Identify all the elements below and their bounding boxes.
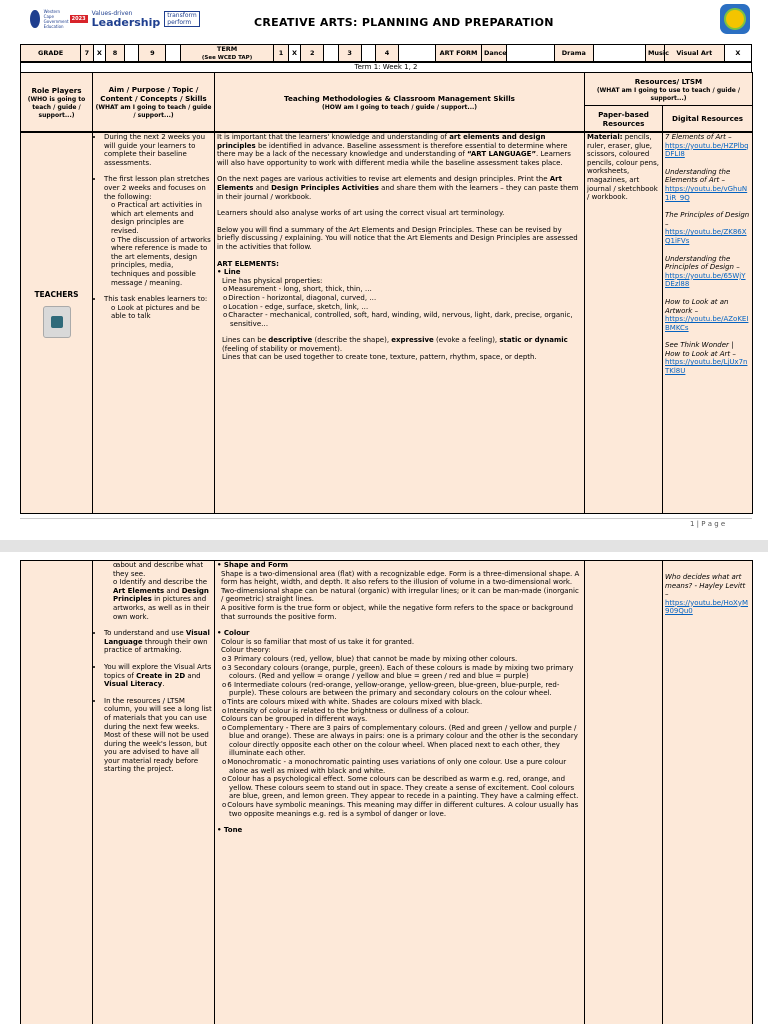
term-3: 3 (338, 45, 361, 62)
term-1: 1 (274, 45, 289, 62)
lesson-body (20, 132, 753, 514)
colour-theory-item: o 6 Intermediate colours (red-orange, yellow-orange, yellow-green, blue-green, blue-purple, red-purple). These colours are between the primary and secondary colours on the colour wheel. (229, 681, 582, 698)
term-label: TERM (See WCED TAP) (180, 45, 273, 62)
crest-icon (30, 10, 40, 28)
method-paragraph: Two-dimensional shape can be natural (organic) with irregular lines; or it can be man-made (inorganic / geometric) straight lines. (221, 586, 579, 604)
material-list: pencils, ruler, eraser, glue, scissors, coloured pencils, colour pens, worksheets, magazines, art journal / sketchbook / workbook. (587, 133, 659, 202)
line-intro: Line has physical properties: (222, 276, 323, 285)
grade-9-mark (166, 45, 181, 62)
art-form-label: ART FORM (436, 45, 482, 62)
line-uses: Lines that can be used together to create tone, texture, pattern, rhythm, space, or depth. (222, 353, 537, 362)
line-types: Lines can be descriptive (describe the shape), expressive (evoke a feeling), static or dynamic (feeling of stability or movement). (222, 336, 568, 353)
vdl-logo: Values-driven Leadership (91, 10, 161, 29)
colour-group-item: o Monochromatic - a monochromatic painting uses variations of only one colour. Use a pure colour alone as well as mixed with black and white. (229, 758, 582, 775)
line-property: o Direction - horizontal, diagonal, curved, … (230, 294, 582, 303)
resource-link[interactable]: https://youtu.be/ZK86XQ1iFVs (665, 228, 747, 245)
aim-bullet: • The first lesson plan stretches over 2 weeks and focuses on the following: o Practical art activities in which art elements and design principles are revised. o The discussion of artworks where reference is made to the art elements, design principles, media, techniques and possible message / meaning. (104, 175, 212, 287)
colour-theory-item: o 3 Secondary colours (orange, purple, green). Each of these colours is made by mixing two primary colours. (Red and yellow = orange / yellow and blue = green / red and blue = purple) (229, 664, 582, 681)
page-2 (0, 552, 768, 1024)
music-label: Music (645, 45, 664, 62)
digital-resource: The Principles of Design – https://youtu.be/ZK86XQ1iFVs (665, 211, 750, 245)
line-property: o Character - mechanical, controlled, soft, hard, winding, wild, nervous, light, dark, precise, organic, sensitive… (230, 311, 582, 328)
tone-heading: • Tone (217, 826, 243, 835)
resource-link[interactable]: https://youtu.be/vGhuN1iR_9Q (665, 184, 748, 202)
document-header (20, 4, 750, 40)
wced-logo (30, 8, 200, 30)
term-2: 2 (301, 45, 324, 62)
resource-link[interactable]: https://youtu.be/HZPlbqDFLI8 (665, 141, 749, 159)
aim-sub-bullet: o The discussion of artworks where reference is made to the art elements, design principles, media, techniques and possible message / meaning. (111, 236, 212, 288)
shape-form-heading: • Shape and Form (217, 561, 289, 569)
term-1-mark: X (288, 45, 300, 62)
colour-group-item: o Colour has a psychological effect. Some colours can be described as warm e.g. red, orange, and yellow. These colours seem to stand out in space. They create a sense of excitement. Cool colours are blue, green, and lemon green. They appear to recede in a painting. They have a calming effect. (229, 775, 582, 801)
aim-bullet: • You will explore the Visual Arts topics of Create in 2D and Visual Literacy. (104, 663, 212, 689)
art-elements-heading: ART ELEMENTS: (217, 259, 279, 268)
colour-group-item: o Colours have symbolic meanings. This meaning may differ in different cultures. A colour usually has two opposite meanings e.g. red is a symbol of danger or love. (229, 801, 582, 818)
grade-label: GRADE (21, 45, 81, 62)
role-cell (21, 561, 93, 1024)
method-cell (215, 561, 585, 1024)
term-2-mark (324, 45, 339, 62)
colour-theory-item: o Tints are colours mixed with white. Shades are colours mixed with black. (229, 698, 582, 707)
colour-heading: • Colour (217, 629, 250, 638)
grade-9: 9 (139, 45, 166, 62)
resource-link[interactable]: https://youtu.be/65WjYDEzl88 (665, 271, 746, 289)
paper-cell (585, 561, 663, 1024)
line-property: o Location - edge, surface, sketch, link, … (230, 303, 582, 312)
week-label: Term 1: Week 1, 2 (21, 63, 752, 73)
line-heading: • Line (217, 268, 241, 277)
digital-resource: See Think Wonder | How to Look at Art – https://youtu.be/LjUx7nTKl8U (665, 341, 748, 376)
dept-name: Western Cape Government Education (43, 9, 69, 29)
header-aim: Aim / Purpose / Topic / Content / Concepts / Skills (WHAT am I going to teach / guide / support...) (93, 73, 215, 132)
grade-8: 8 (106, 45, 125, 62)
role-teachers: TEACHERS (34, 290, 79, 299)
digital-resource: Who decides what art means? - Hayley Levitt – https://youtu.be/HoXyM909Qu0 (665, 573, 748, 616)
method-paragraph: Shape is a two-dimensional area (flat) with a recognizable edge. Form is a three-dimensional shape. A form has height, width, and depth. It also refers to the illusion of volume in a two-dimensional work. (221, 569, 580, 587)
aim-sub-bullet: o Look at pictures and be able to talk (111, 304, 212, 321)
aim-bullet: • In the resources / LTSM column, you will see a long list of materials that you can use during the next few weeks. Most of these will not be used during the week's lesson, but you are advised to have all your material ready before starting the project. (104, 697, 212, 774)
method-paragraph: Colours can be grouped in different ways. (221, 715, 368, 724)
aim-bullet: • This task enables learners to: o Look at pictures and be able to talk (104, 295, 212, 321)
grade-7: 7 (81, 45, 93, 62)
method-paragraph: Learners should also analyse works of art using the correct visual art terminology. (217, 209, 505, 218)
transform-perform-logo: transform perform (164, 11, 200, 27)
material-label: Material: (587, 133, 623, 141)
lesson-body-continued (20, 560, 753, 1024)
resource-link[interactable]: https://youtu.be/HoXyM909Qu0 (665, 598, 748, 616)
colour-group-item: o Complementary - There are 3 pairs of complementary colours. (Red and green / yellow and purple / blue and orange). These are always in pairs: one is a primary colour and the other is the secondary colour directly opposite each other on the colour wheel. When placed next to each other, they illuminate each other. (229, 724, 582, 758)
drama-mark (594, 45, 646, 62)
header-method: Teaching Methodologies & Classroom Management Skills (HOW am I going to teach / guide / support...) (215, 73, 585, 132)
method-paragraph: On the next pages are various activities to revise art elements and design principles. Print the Art Elements and Design Principles Activities and share them with the learners – they can paste them in their journal / workbook. (217, 175, 579, 201)
footer-rule (20, 518, 752, 519)
colour-theory-item: o 3 Primary colours (red, yellow, blue) that cannot be made by mixing other colours. (229, 655, 582, 664)
method-paragraph: Colour is so familiar that most of us take it for granted. (221, 637, 415, 646)
paper-cell (585, 133, 663, 514)
digital-resource: 7 Elements of Art – https://youtu.be/HZPlbqDFLI8 (665, 133, 749, 159)
teacher-icon (43, 306, 71, 338)
method-paragraph: Below you will find a summary of the Art Elements and Design Principles. These can be revised by briefly discussing / explaining. You will notice that the Art Elements and Design Principles are assessed in the activities that follow. (217, 225, 578, 251)
digital-cell (663, 561, 753, 1024)
visual-art-label: Visual Art (664, 45, 724, 62)
page-title: CREATIVE ARTS: PLANNING AND PREPARATION (254, 16, 554, 29)
dance-label: Dance (481, 45, 506, 62)
resource-link[interactable]: https://youtu.be/LjUx7nTKl8U (665, 358, 748, 376)
digital-resource: Understanding the Elements of Art – https://youtu.be/vGhuN1iR_9Q (665, 167, 748, 202)
method-paragraph: A positive form is the true form or object, while the negative form refers to the space or background that surrounds the positive form. (221, 603, 574, 621)
column-headers (20, 72, 753, 132)
method-paragraph: Colour theory: (221, 646, 271, 655)
aim-sub-bullet-cont: o about and describe what they see. (113, 561, 212, 578)
header-resources: Resources/ LTSM (WHAT am I going to use to teach / guide / support...) (585, 73, 753, 106)
page-number: 1 | P a g e (690, 520, 726, 528)
method-paragraph: It is important that the learners' knowledge and understanding of art elements and design principles be identified in advance. Baseline assessment is therefore essential to determine where there may be a lack of the necessary knowledge and understanding of “ART LANGUAGE”. Learners will also have opportunity to work with different media while the baseline assessment takes place. (217, 133, 571, 167)
grade-8-mark (124, 45, 139, 62)
aim-cell (93, 561, 215, 1024)
term-3-mark (361, 45, 376, 62)
header-paper: Paper-based Resources (585, 106, 663, 132)
digital-resource: Understanding the Principles of Design – https://youtu.be/65WjYDEzl88 (665, 254, 746, 289)
drama-label: Drama (554, 45, 593, 62)
resource-link[interactable]: https://youtu.be/AZoKEIBMKCs (665, 315, 749, 332)
term-4: 4 (376, 45, 399, 62)
aim-cell (93, 133, 215, 514)
aim-bullet: • To understand and use Visual Language through their own practice of artmaking. (104, 629, 212, 655)
grade-term-row (20, 44, 752, 62)
line-property: o Measurement - long, short, thick, thin, … (230, 285, 582, 294)
visual-art-mark: X (724, 45, 751, 62)
quality-learning-logo-icon (720, 4, 750, 34)
digital-resource: How to Look at an Artwork – https://youtu.be/AZoKEIBMKCs (665, 297, 749, 332)
role-cell (21, 133, 93, 514)
aim-bullet: • During the next 2 weeks you will guide your learners to complete their baseline assessments. (104, 133, 212, 167)
colour-theory-item: o Intensity of colour is related to the brightness or dullness of a colour. (229, 707, 582, 716)
aim-sub-bullet: o Identify and describe the Art Elements and Design Principles in pictures and artworks, as well as in their own work. (113, 578, 212, 621)
digital-cell (663, 133, 753, 514)
header-digital: Digital Resources (663, 106, 753, 132)
aim-sub-bullet: o Practical art activities in which art elements and design principles are revised. (111, 201, 212, 235)
header-role: Role Players (WHO is going to teach / guide / support...) (21, 73, 93, 132)
page-gap (0, 540, 768, 552)
dance-mark (506, 45, 554, 62)
year-badge: 2023 (71, 16, 86, 22)
term-4-mark (398, 45, 435, 62)
grade-7-mark: X (93, 45, 105, 62)
method-cell (215, 133, 585, 514)
